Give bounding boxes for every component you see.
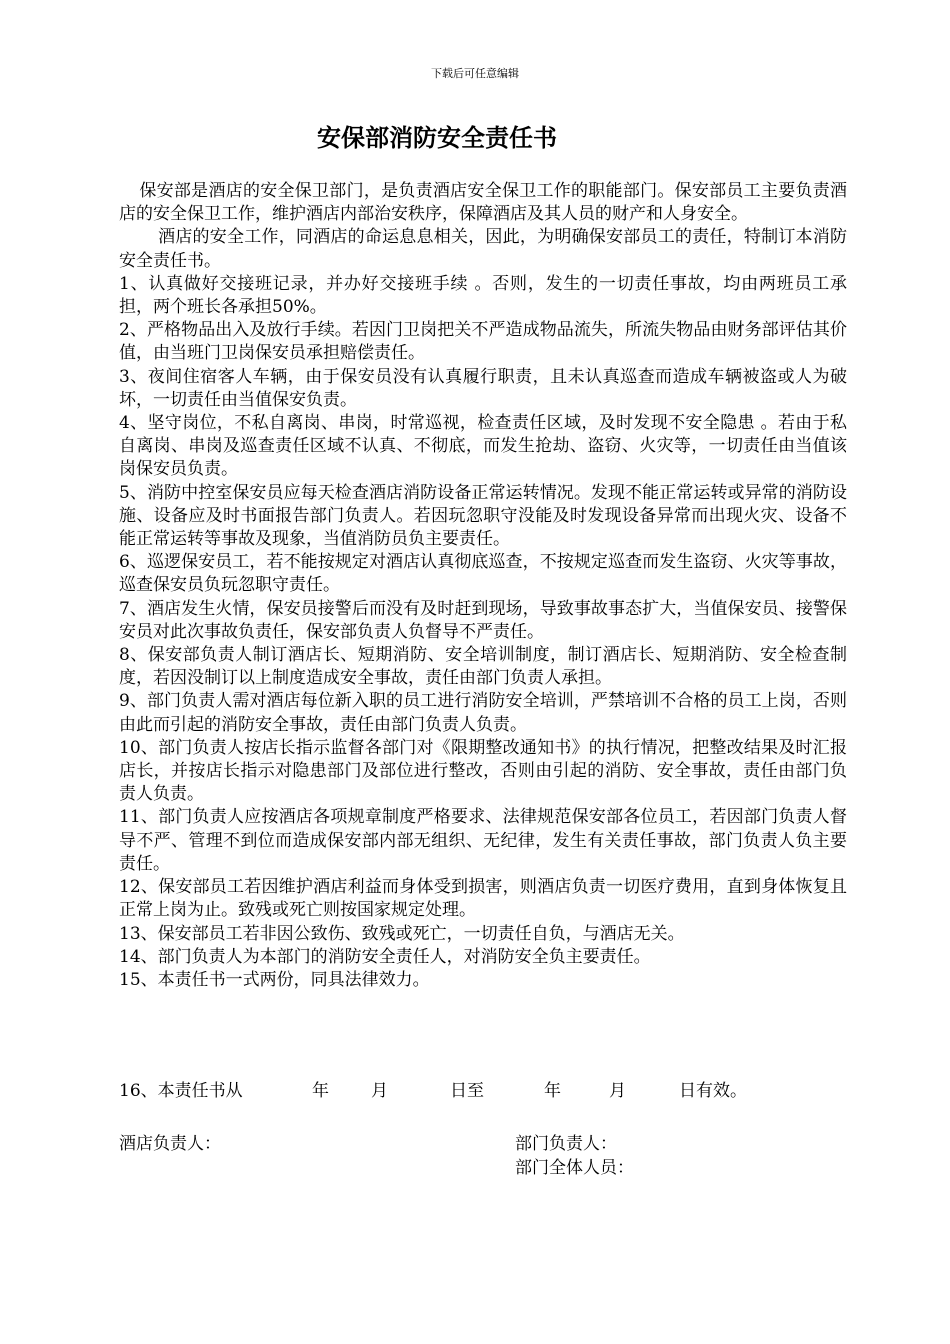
hotel-manager-signature: 酒店负责人： [119, 1134, 221, 1154]
validity-year-to: 年 [544, 1081, 561, 1101]
validity-prefix: 16、本责任书从 [119, 1081, 243, 1101]
clause-item: 1、认真做好交接班记录，并办好交接班手续 。否则，发生的一切责任事故，均由两班员工承担，两个班长各承担50%。 [119, 273, 847, 318]
clause-item: 8、保安部负责人制订酒店长、短期消防、安全培训制度，制订酒店长、短期消防、安全检查制度，若因没制订以上制度造成安全事故，责任由部门负责人承担。 [119, 645, 847, 689]
clause-item: 7、酒店发生火情，保安员接警后而没有及时赶到现场，导致事故事态扩大，当值保安员、接警保安员对此次事故负责任，保安部负责人负督导不严责任。 [119, 598, 847, 642]
clause-item: 13、保安部员工若非因公致伤、致残或死亡，一切责任自负，与酒店无关。 [119, 923, 685, 944]
validity-clause [119, 1080, 747, 1103]
header-note: 下载后可任意编辑 [431, 67, 519, 80]
clause-item: 10、部门负责人按店长指示监督各部门对《限期整改通知书》的执行情况，把整改结果及时汇报店长，并按店长指示对隐患部门及部位进行整改，否则由引起的消防、安全事故，责任由部门负责人负责。 [119, 737, 847, 805]
clause-item: 9、部门负责人需对酒店每位新入职的员工进行消防安全培训，严禁培训不合格的员工上岗，否则由此而引起的消防安全事故，责任由部门负责人负责。 [119, 691, 847, 735]
intro-paragraph: 酒店的安全工作，同酒店的命运息息相关，因此，为明确保安部员工的责任，特制订本消防安全责任书。 [119, 227, 847, 271]
clause-item: 6、巡逻保安员工，若不能按规定对酒店认真彻底巡查，不按规定巡查而发生盗窃、火灾等事故，巡查保安员负玩忽职守责任。 [119, 552, 847, 596]
intro-paragraph: 保安部是酒店的安全保卫部门，是负责酒店安全保卫工作的职能部门。保安部员工主要负责酒店的安全保卫工作，维护酒店内部治安秩序，保障酒店及其人员的财产和人身安全。 [119, 181, 847, 225]
validity-year-from: 年 [312, 1081, 329, 1101]
validity-day-to: 日至 [450, 1081, 484, 1101]
document-body [119, 180, 847, 992]
clause-item: 15、本责任书一式两份，同具法律效力。 [119, 969, 430, 990]
validity-month-from: 月 [371, 1081, 388, 1101]
clause-item: 14、部门负责人为本部门的消防安全责任人，对消防安全负主要责任。 [119, 946, 651, 967]
document-title: 安保部消防安全责任书 [317, 124, 557, 152]
clause-item: 4、坚守岗位，不私自离岗、串岗，时常巡视，检查责任区域，及时发现不安全隐患 。若由于私自离岗、串岗及巡查责任区域不认真、不彻底，而发生抢劫、盗窃、火灾等，一切责任由当值该岗保安员负责。 [119, 413, 847, 480]
department-staff-signature: 部门全体人员： [515, 1158, 634, 1178]
clause-item: 3、夜间住宿客人车辆，由于保安员没有认真履行职责，且未认真巡查而造成车辆被盗或人为破坏，一切责任由当值保安负责。 [119, 366, 847, 410]
clause-item: 11、部门负责人应按酒店各项规章制度严格要求、法律规范保安部各位员工，若因部门负责人督导不严、管理不到位而造成保安部内部无组织、无纪律，发生有关责任事故，部门负责人负主要责任。 [119, 807, 847, 874]
clause-item: 12、保安部员工若因维护酒店利益而身体受到损害，则酒店负责一切医疗费用，直到身体恢复且正常上岗为止。致残或死亡则按国家规定处理。 [119, 877, 847, 921]
clause-item: 2、严格物品出入及放行手续。若因门卫岗把关不严造成物品流失，所流失物品由财务部评估其价值，由当班门卫岗保安员承担赔偿责任。 [119, 320, 847, 364]
department-signatures [515, 1132, 634, 1180]
validity-month-to: 月 [609, 1081, 626, 1101]
department-manager-signature: 部门负责人： [515, 1134, 617, 1154]
clause-item: 5、消防中控室保安员应每天检查酒店消防设备正常运转情况。发现不能正常运转或异常的消防设施、设备应及时书面报告部门负责人。若因玩忽职守没能及时发现设备异常而出现火灾、设备不能正常运转等事故及现象，当值消防员负主要责任。 [119, 482, 847, 550]
validity-suffix: 日有效。 [679, 1081, 747, 1101]
